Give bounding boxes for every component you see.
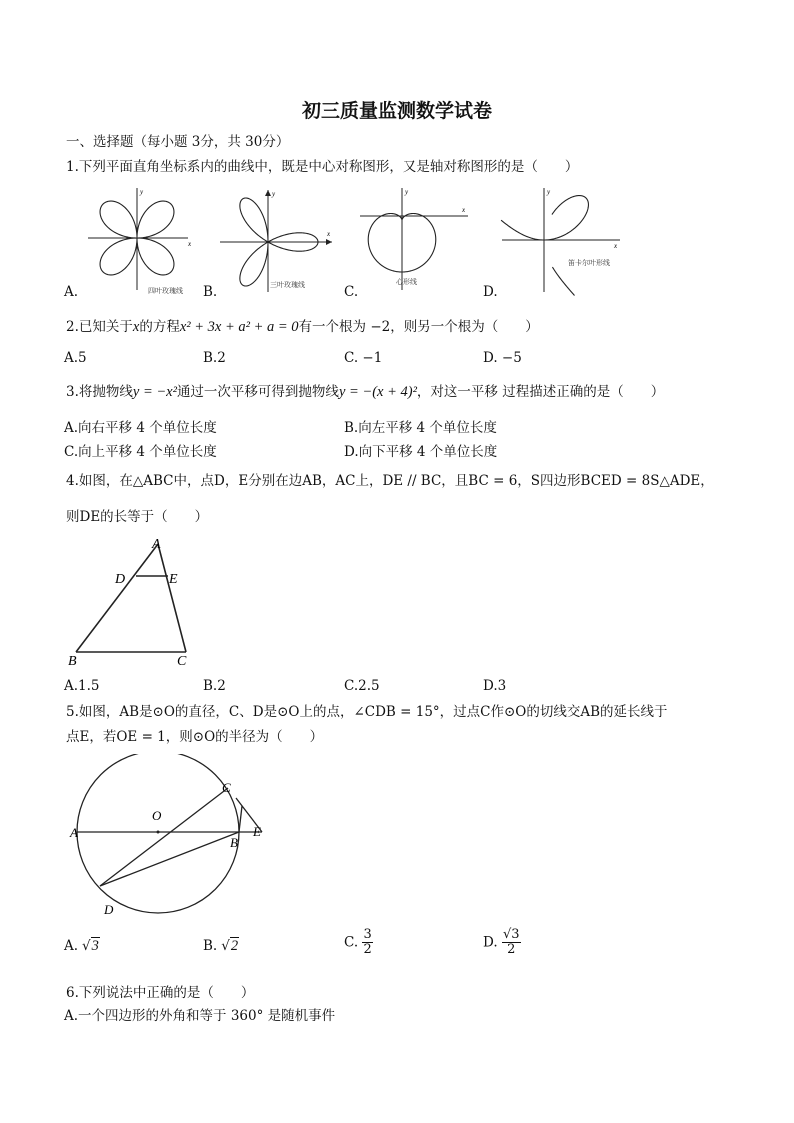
point-o-label: O bbox=[152, 808, 162, 823]
q2-post: 有一个根为 −2，则另一个根为（ ） bbox=[298, 319, 539, 335]
q3-post: ，对这一平移 过程描述正确的是（ ） bbox=[416, 384, 665, 400]
q2-option-d: D. −5 bbox=[483, 350, 522, 366]
question-3-text bbox=[66, 383, 664, 401]
x-axis-label: x bbox=[327, 230, 331, 238]
q2-option-a: A.5 bbox=[64, 350, 87, 366]
figure-circle-o bbox=[64, 754, 274, 920]
q4-option-d: D.3 bbox=[483, 678, 507, 694]
x-axis-label: x bbox=[614, 242, 618, 250]
question-5-line-1: 5.如图，AB是⊙O的直径，C、D是⊙O上的点，∠CDB = 15°，过点C作⊙O的切线交AB的延长线于 bbox=[66, 704, 668, 720]
page-title: 初三质量监测数学试卷 bbox=[301, 100, 492, 122]
q6-option-a: A.一个四边形的外角和等于 360° 是随机事件 bbox=[64, 1008, 336, 1024]
point-d-label: D bbox=[115, 572, 126, 587]
caption-three-leaf-rose: 三叶玫瑰线 bbox=[270, 281, 305, 289]
point-a-label: A bbox=[152, 537, 161, 552]
point-e-label: E bbox=[169, 572, 178, 587]
q5-option-d: D. $\frac{√3}{2}$ bbox=[483, 927, 520, 957]
q4-option-b: B.2 bbox=[203, 678, 226, 694]
q1-label-b: B. bbox=[203, 284, 218, 300]
figure-folium bbox=[500, 186, 624, 296]
question-1-text: 1.下列平面直角坐标系内的曲线中，既是中心对称图形，又是轴对称图形的是（ ） bbox=[66, 159, 579, 175]
x-axis-label: x bbox=[462, 206, 466, 214]
q3-equation-1: y = −x² bbox=[132, 384, 177, 400]
q3-equation-2: y = −(x + 4)² bbox=[338, 384, 417, 400]
q3-option-c: C.向上平移 4 个单位长度 bbox=[64, 444, 217, 460]
question-4-line-2: 则DE的长等于（ ） bbox=[66, 509, 209, 525]
q5-option-b: B. √2 bbox=[203, 938, 239, 954]
point-a-label: A bbox=[70, 825, 78, 840]
q1-label-d: D. bbox=[483, 284, 498, 300]
x-axis-label: x bbox=[188, 240, 192, 248]
question-2-text bbox=[66, 318, 539, 336]
figure-four-leaf-rose bbox=[84, 186, 194, 296]
q1-label-c: C. bbox=[344, 284, 359, 300]
q2-mid: 的方程 bbox=[139, 319, 180, 335]
section-heading: 一、选择题（每小题 3分，共 30分） bbox=[66, 134, 290, 150]
q4-option-a: A.1.5 bbox=[64, 678, 100, 694]
q2-pre: 2.已知关于 bbox=[66, 319, 133, 335]
point-c-label: C bbox=[222, 780, 231, 795]
point-b-label: B bbox=[230, 835, 238, 850]
q3-option-a: A.向右平移 4 个单位长度 bbox=[64, 420, 217, 436]
q2-option-c: C. −1 bbox=[344, 350, 383, 366]
q2-var: x bbox=[132, 319, 140, 335]
point-d-label: D bbox=[104, 902, 114, 917]
q2-option-b: B.2 bbox=[203, 350, 226, 366]
question-5-line-2: 点E，若OE = 1，则⊙O的半径为（ ） bbox=[66, 729, 324, 745]
caption-four-leaf-rose: 四叶玫瑰线 bbox=[148, 287, 183, 295]
q3-mid: 通过一次平移可得到抛物线 bbox=[176, 384, 339, 400]
q1-label-a: A. bbox=[64, 284, 79, 300]
q3-option-b: B.向左平移 4 个单位长度 bbox=[344, 420, 497, 436]
point-b-label: B bbox=[68, 654, 77, 669]
question-4-line-1: 4.如图，在△ABC中，点D，E分别在边AB，AC上，DE // BC，且BC = 6，S四边形BCED = 8S△ADE， bbox=[66, 473, 714, 489]
q3-pre: 3.将抛物线 bbox=[66, 384, 133, 400]
q5-option-c: C. $\frac{3}{2}$ bbox=[344, 927, 372, 957]
q2-equation: x² + 3x + a² + a = 0 bbox=[179, 319, 299, 335]
point-c-label: C bbox=[177, 654, 187, 669]
y-axis-label: y bbox=[272, 190, 276, 198]
caption-cardioid: 心形线 bbox=[396, 278, 417, 286]
q3-option-d: D.向下平移 4 个单位长度 bbox=[344, 444, 498, 460]
caption-folium: 笛卡尔叶形线 bbox=[568, 259, 610, 267]
y-axis-label: y bbox=[405, 188, 409, 196]
question-6-text: 6.下列说法中正确的是（ ） bbox=[66, 985, 255, 1001]
figure-triangle-abc bbox=[64, 534, 204, 670]
q5-option-a: A. √3 bbox=[64, 938, 99, 954]
point-e-label: E bbox=[253, 824, 261, 839]
y-axis-label: y bbox=[547, 188, 551, 196]
q4-option-c: C.2.5 bbox=[344, 678, 380, 694]
y-axis-label: y bbox=[140, 188, 144, 196]
